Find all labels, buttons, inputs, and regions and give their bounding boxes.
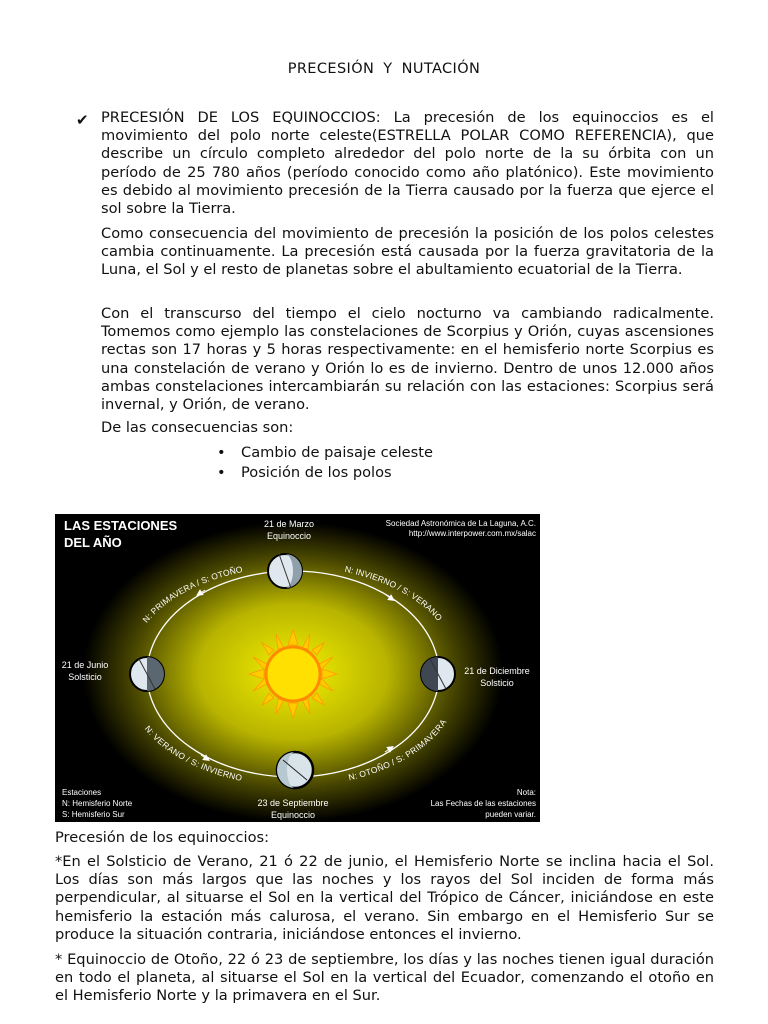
note-line-2: Las Fechas de las estaciones [430,799,536,808]
paragraph-cielo-nocturno: Con el transcurso del tiempo el cielo nocturno va cambiando radicalmente. Tomemos como ejemplo las constelaciones de Scorpius y Orión, cuyas ascensiones rectas son 17 horas y 5 horas respectivamente: en el hemisferio norte Scorpius es una constelación de verano y Orión lo es de invierno. Dentro de unos 12.000 años ambas constelaciones intercambiarán su relación con las estaciones: Scorpius será invernal, y Orión, de verano. [101,305,714,414]
label-march-date: 21 de Marzo [263,519,315,529]
label-september-date: 23 de Septiembre [257,798,329,808]
seasons-diagram [55,514,540,822]
label-september-event: Equinoccio [270,810,316,820]
figure-caption: Precesión de los equinoccios: [55,829,270,846]
paragraph-precesion: PRECESIÓN DE LOS EQUINOCCIOS: La precesión de los equinoccios es el movimiento del polo norte celeste(ESTRELLA POLAR COMO REFERENCIA), que describe un círculo completo alrededor del polo norte de la su órbita con un período de 25 780 años (período conocido como año platónico). Este movimiento es debido al movimiento precesión de la Tierra causado por la fuerza que ejerce el sol sobre la Tierra. [101,109,714,218]
seasons-diagram-svg [55,514,540,822]
diagram-title-2: DEL AÑO [64,535,122,550]
arc-label-bottom-left: N: VERANO / S: INVIERNO [142,723,243,783]
earth-june-icon [130,657,164,691]
page-title: PRECESIÓN Y NUTACIÓN [287,61,481,77]
paragraph-consecuencias-intro: De las consecuencias son: [101,419,294,436]
diagram-source-1: Sociedad Astronómica de La Laguna, A.C. [385,519,536,528]
diagram-title-1: LAS ESTACIONES [64,518,178,533]
note-line-1: Nota: [516,788,536,797]
label-december-date: 21 de Diciembre [464,666,530,676]
label-december-event: Solsticio [480,678,514,688]
list-item: • Posición de los polos [241,463,433,483]
checkmark-icon: ✔ [76,111,89,129]
note-line-3: pueden variar. [485,810,536,819]
arc-label-top-left: N: PRIMAVERA / S: OTOÑO [140,564,244,625]
diagram-source-2: http://www.interpower.com.mx/salac [408,529,536,538]
legend-line-3: S: Hemisferio Sur [62,810,125,819]
consequences-list [241,443,433,483]
legend-line-2: N: Hemisferio Norte [62,799,133,808]
sun-icon [249,630,337,718]
legend-line-1: Estaciones [62,788,102,797]
arc-label-bottom-right: N: OTOÑO / S: PRIMAVERA [347,717,449,783]
earth-september-icon [277,752,313,788]
label-march-event: Equinoccio [266,531,312,541]
paragraph-consecuencia: Como consecuencia del movimiento de precesión la posición de los polos celestes cambia continuamente. La precesión está causada por la fuerza gravitatoria de la Luna, el Sol y el resto de planetas sobre el abultamiento ecuatorial de la Tierra. [101,225,714,279]
label-june-event: Solsticio [68,672,102,682]
earth-december-icon [421,657,455,691]
paragraph-equinoccio-otono: * Equinoccio de Otoño, 22 ó 23 de septiembre, los días y las noches tienen igual duración en todo el planeta, al situarse el Sol en la vertical del Ecuador, comenzando el otoño en el Hemisferio Norte y la primavera en el Sur. [55,951,714,1005]
label-june-date: 21 de Junio [61,660,109,670]
list-item: • Cambio de paisaje celeste [241,443,433,463]
paragraph-solsticio-verano: *En el Solsticio de Verano, 21 ó 22 de junio, el Hemisferio Norte se inclina hacia el Sol. Los días son más largos que las noches y los rayos del Sol inciden de forma más perpendicular, al situarse el Sol en la vertical del Trópico de Cáncer, iniciándose en este hemisferio la estación más calurosa, el verano. Sin embargo en el Hemisferio Sur se produce la situación contraria, iniciándose entonces el invierno. [55,853,714,943]
arc-label-top-right: N: INVIERNO / S: VERANO [343,563,445,623]
earth-march-icon [268,554,302,588]
